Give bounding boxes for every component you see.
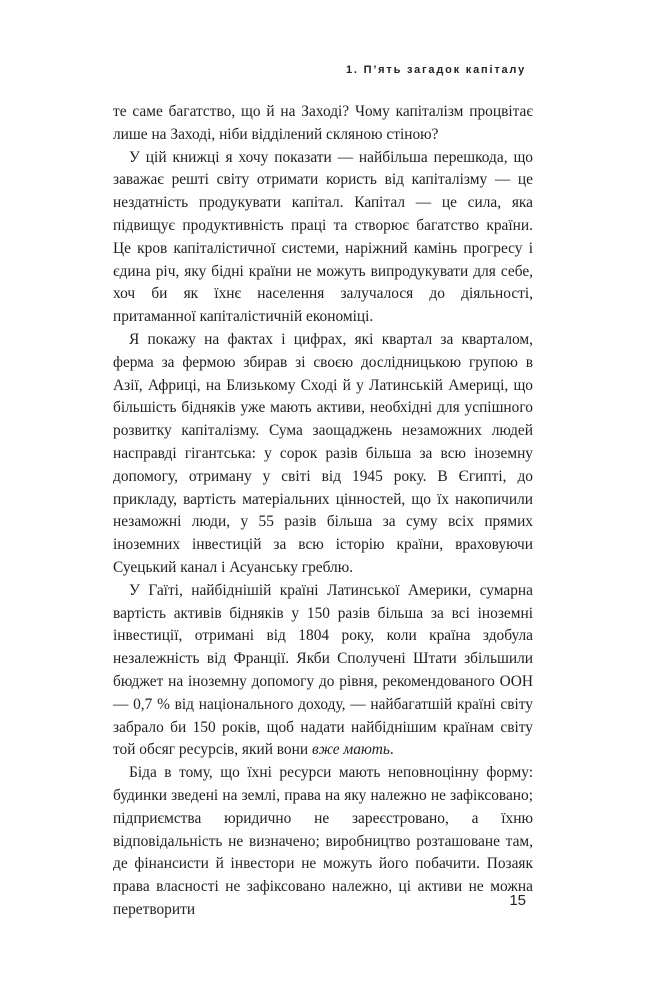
running-header: 1. П’ять загадок капіталу: [345, 64, 526, 76]
page-number: 15: [509, 892, 526, 909]
paragraph-1: те саме багатство, що й на Заході? Чому капіталізм процвітає лише на Заході, ніби відділений скляною стіною?: [113, 103, 533, 143]
paragraph-4: [113, 580, 533, 762]
paragraph-4-after: .: [389, 741, 394, 759]
paragraph-4-text: У Гаїті, найбіднішій країні Латинської Америки, сумарна вартість активів бідняків у 150 разів більша за всі іноземні інвестиції, отримані від 1804 року, коли країна здобула незалежність від Франції. Якби Сполучені Штати збільшили бюджет на іноземну допомогу до рівня, рекомендованого ООН — 0,7 % від національного доходу, — найбагатшій країні світу забрало би 150 років, щоб надати найбіднішим країнам світу той обсяг ресурсів, який вони: [113, 581, 533, 759]
paragraph-3: Я покажу на фактах і цифрах, які квартал за кварталом, ферма за фермою збирав зі своєю дослідницькою групою в Азії, Африці, на Близькому Сході й у Латинській Америці, що більшість бідняків уже мають активи, необхідні для успішного розвитку капіталізму. Сума заощаджень незаможних людей насправді гігантська: у сорок разів більша за всю іноземну допомогу, отриману у світі від 1945 року. В Єгипті, до прикладу, вартість матеріальних цінностей, що їх накопичили незаможні люди, у 55 разів більша за суму всіх прямих іноземних інвестицій за всю історію країни, враховуючи Суецький канал і Асуанську греблю.: [113, 330, 533, 576]
paragraph-2: У цій книжці я хочу показати — найбільша перешкода, що заважає решті світу отримати користь від капіталізму — це нездатність продукувати капітал. Капітал — це сила, яка підвищує продуктивність праці та створює багатство країни. Це кров капіталістичної системи, наріжний камінь прогресу і єдина річ, яку бідні країни не можуть випродукувати для себе, хоч би як їхнє населення залучалося до діяльності, притаманної капіталістичній економіці.: [113, 148, 533, 326]
paragraph-4-emphasis: вже мають: [311, 741, 390, 759]
body-text: [113, 101, 533, 922]
paragraph-5: Біда в тому, що їхні ресурси мають неповноцінну форму: будинки зведені на землі, права на яку належно не зафіксовано; підприємства юридично не зареєстровано, а їхню відповідальність не визначено; виробництво розташоване там, де фінансисти й інвестори не можуть його побачити. Позаяк права власності не зафіксовано належно, ці активи не можна перетворити: [113, 764, 533, 918]
